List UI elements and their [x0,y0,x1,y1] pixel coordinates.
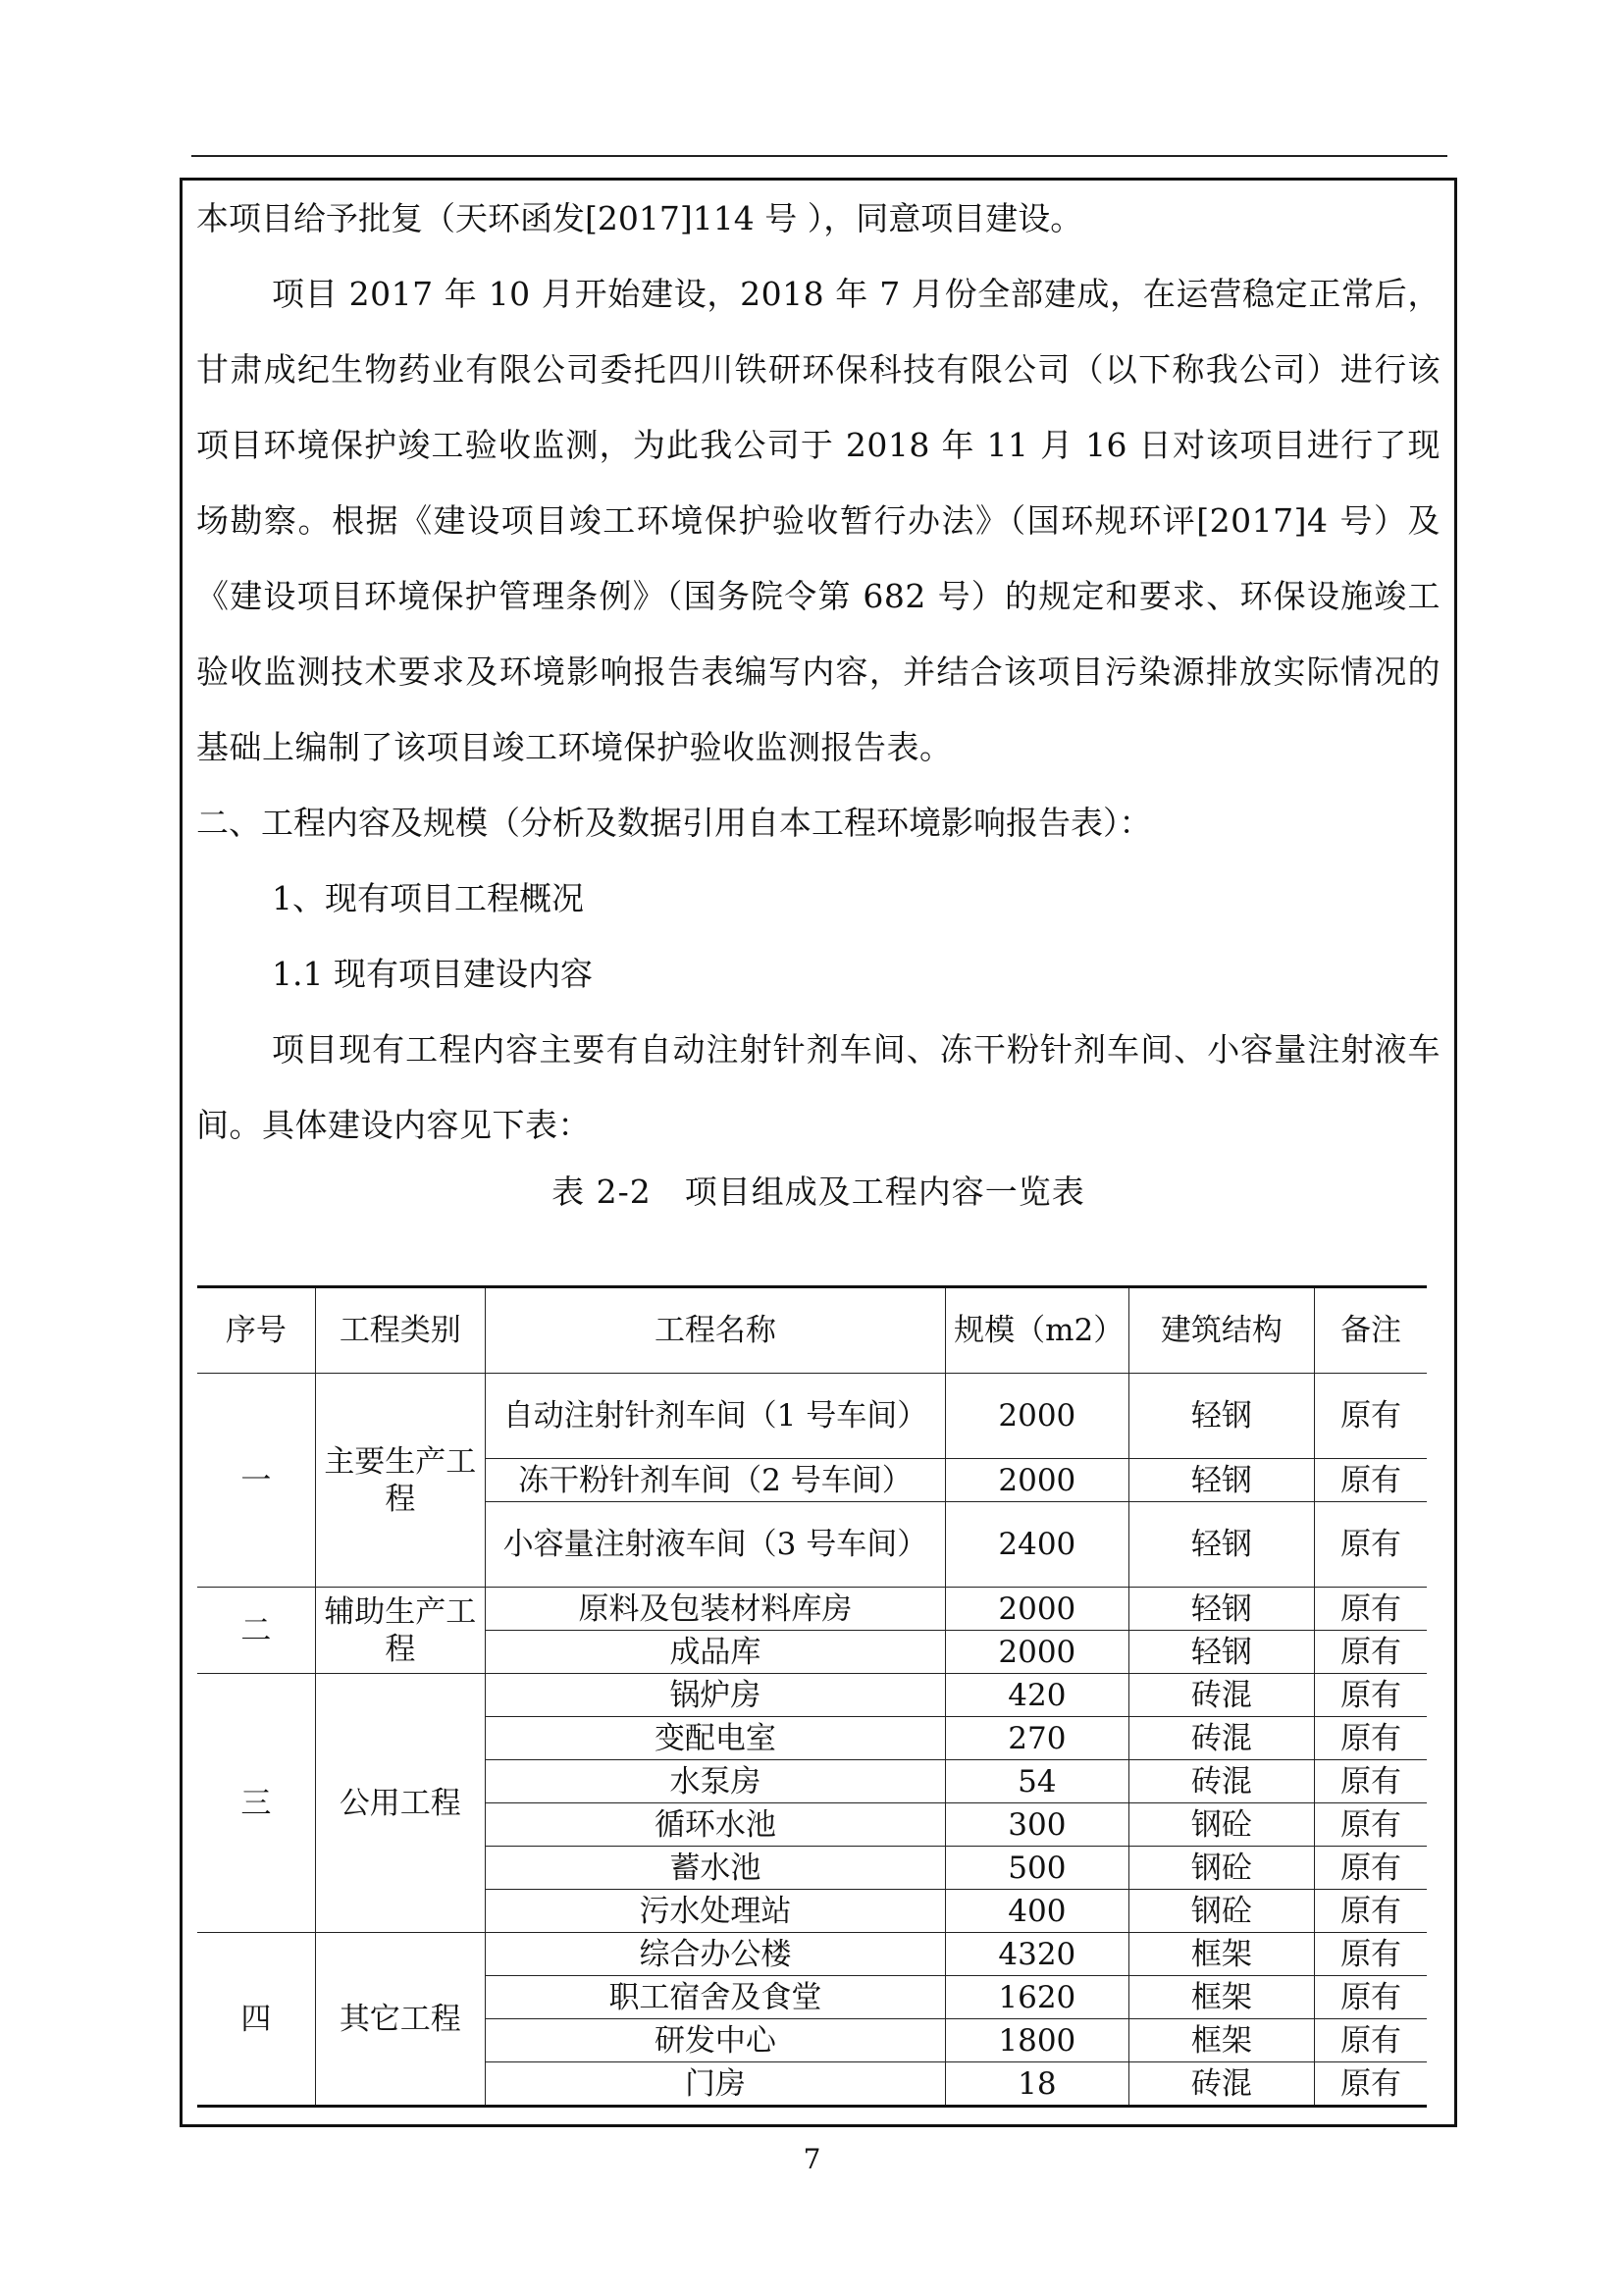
cell-name: 自动注射针剂车间（1 号车间） [485,1374,945,1459]
sub-heading-content: 1.1 现有项目建设内容 [272,955,593,993]
group-number-cell: 一 [197,1374,315,1588]
header-cell: 工程类别 [315,1287,485,1374]
cell-structure: 钢砼 [1128,1890,1315,1933]
table-row [197,1374,1427,1459]
cell-note: 原有 [1315,1502,1427,1588]
cell-scale: 2400 [946,1502,1129,1588]
cell-structure: 钢砼 [1128,1847,1315,1890]
cell-note: 原有 [1315,2062,1427,2107]
table-row [197,1674,1427,1717]
cell-note: 原有 [1315,1933,1427,1976]
cell-structure: 砖混 [1128,1760,1315,1803]
cell-scale: 1800 [946,2019,1129,2062]
cell-note: 原有 [1315,1459,1427,1502]
cell-name: 变配电室 [485,1717,945,1760]
cell-scale: 2000 [946,1374,1129,1459]
cell-structure: 砖混 [1128,1717,1315,1760]
group-number-cell: 三 [197,1674,315,1933]
cell-note: 原有 [1315,1803,1427,1847]
cell-note: 原有 [1315,1890,1427,1933]
cell-structure: 框架 [1128,1933,1315,1976]
group-category-cell: 辅助生产工程 [315,1588,485,1674]
cell-note: 原有 [1315,1847,1427,1890]
group-number-cell: 四 [197,1933,315,2107]
cell-scale: 1620 [946,1976,1129,2019]
cell-note: 原有 [1315,1631,1427,1674]
cell-name: 循环水池 [485,1803,945,1847]
cell-structure: 框架 [1128,1976,1315,2019]
header-cell: 规模（m2） [946,1287,1129,1374]
cell-scale: 2000 [946,1631,1129,1674]
header-cell: 序号 [197,1287,315,1374]
cell-scale: 2000 [946,1588,1129,1631]
cell-structure: 轻钢 [1128,1631,1315,1674]
table-header-row [197,1287,1427,1374]
group-category-cell: 其它工程 [315,1933,485,2107]
cell-structure: 砖混 [1128,1674,1315,1717]
cell-scale: 4320 [946,1933,1129,1976]
cell-scale: 400 [946,1890,1129,1933]
sub-heading-overview: 1、现有项目工程概况 [272,879,584,917]
header-cell: 备注 [1315,1287,1427,1374]
cell-scale: 270 [946,1717,1129,1760]
cell-name: 原料及包装材料库房 [485,1588,945,1631]
group-category-cell: 主要生产工程 [315,1374,485,1588]
group-category-cell: 公用工程 [315,1674,485,1933]
cell-scale: 500 [946,1847,1129,1890]
cell-name: 门房 [485,2062,945,2107]
cell-note: 原有 [1315,1674,1427,1717]
table-row [197,1588,1427,1631]
cell-name: 锅炉房 [485,1674,945,1717]
table-body [197,1287,1427,2107]
header-rule [191,155,1447,157]
cell-note: 原有 [1315,1717,1427,1760]
cell-name: 冻干粉针剂车间（2 号车间） [485,1459,945,1502]
cell-name: 成品库 [485,1631,945,1674]
table-caption: 表 2-2 项目组成及工程内容一览表 [551,1173,1085,1211]
table-row [197,1933,1427,1976]
cell-structure: 轻钢 [1128,1588,1315,1631]
cell-note: 原有 [1315,2019,1427,2062]
cell-scale: 2000 [946,1459,1129,1502]
cell-note: 原有 [1315,1588,1427,1631]
cell-scale: 18 [946,2062,1129,2107]
cell-structure: 轻钢 [1128,1374,1315,1459]
cell-scale: 420 [946,1674,1129,1717]
cell-structure: 砖混 [1128,2062,1315,2107]
paragraph-approval: 本项目给予批复（天环函发[2017]114 号 ），同意项目建设。 [196,199,1083,237]
cell-name: 职工宿舍及食堂 [485,1976,945,2019]
cell-scale: 54 [946,1760,1129,1803]
project-composition-table [197,1285,1427,2108]
cell-name: 蓄水池 [485,1847,945,1890]
cell-scale: 300 [946,1803,1129,1847]
section-heading: 二、工程内容及规模（分析及数据引用自本工程环境影响报告表）： [196,804,1152,842]
cell-name: 研发中心 [485,2019,945,2062]
cell-name: 水泵房 [485,1760,945,1803]
content-frame [180,178,1457,2127]
body-text [196,181,1441,1214]
paragraph-intro: 项目现有工程内容主要有自动注射针剂车间、冻干粉针剂车间、小容量注射液车间。具体建设内容见下表： [196,1030,1441,1144]
group-number-cell: 二 [197,1588,315,1674]
cell-note: 原有 [1315,1976,1427,2019]
cell-note: 原有 [1315,1760,1427,1803]
cell-name: 污水处理站 [485,1890,945,1933]
cell-structure: 轻钢 [1128,1459,1315,1502]
page-number: 7 [803,2143,821,2175]
cell-structure: 轻钢 [1128,1502,1315,1588]
paragraph-background: 项目 2017 年 10 月开始建设，2018 年 7 月份全部建成，在运营稳定正常后，甘肃成纪生物药业有限公司委托四川铁研环保科技有限公司（以下称我公司）进行该项目环境保护竣工验收监测，为此我公司于 2018 年 11 月 16 日对该项目进行了现场勘察。根据《建设项目竣工环境保护验收暂行办法》（国环规环评[2017]4 号）及《建设项目环境保护管理条例》（国务院令第 682 号）的规定和要求、环保设施竣工验收监测技术要求及环境影响报告表编写内容，并结合该项目污染源排放实际情况的基础上编制了该项目竣工环境保护验收监测报告表。 [196,275,1441,766]
cell-name: 小容量注射液车间（3 号车间） [485,1502,945,1588]
header-cell: 工程名称 [485,1287,945,1374]
cell-structure: 框架 [1128,2019,1315,2062]
cell-structure: 钢砼 [1128,1803,1315,1847]
cell-name: 综合办公楼 [485,1933,945,1976]
cell-note: 原有 [1315,1374,1427,1459]
header-cell: 建筑结构 [1128,1287,1315,1374]
